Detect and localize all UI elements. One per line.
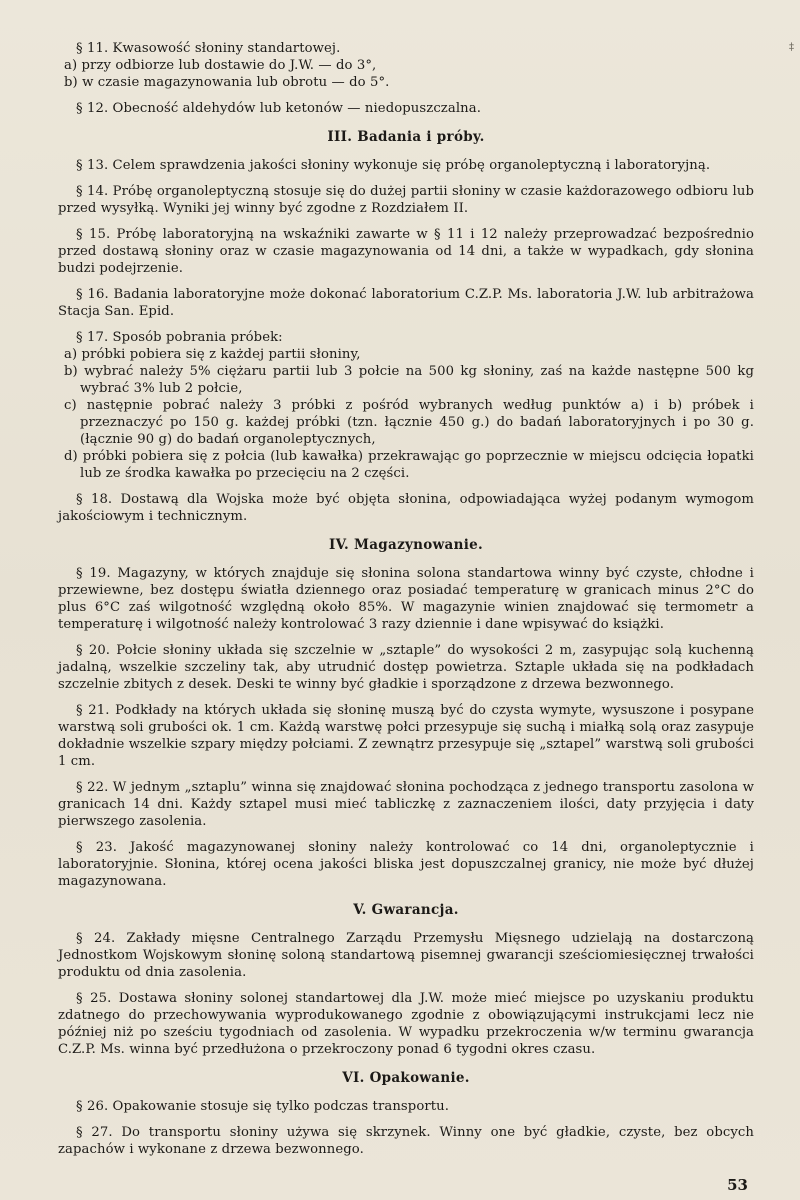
section-26	[58, 1098, 754, 1115]
section-17-items	[58, 346, 754, 482]
section-16-text: § 16. Badania laboratoryjne może dokonać laboratorium C.Z.P. Ms. laboratoria J.W. lub arbitrażowa Stacja San. Epid.	[58, 287, 754, 319]
section-17	[58, 329, 754, 482]
section-23-text: § 23. Jakość magazynowanej słoniny należy kontrolować co 14 dni, organoleptycznie i laboratoryjnie. Słonina, której ocena jakości bliska jest dopuszczalnej granicy, nie może być dłużej magazynowana.	[58, 840, 754, 889]
heading-chapter-6: VI. Opakowanie.	[342, 1070, 470, 1086]
section-19	[58, 565, 754, 633]
section-23	[58, 839, 754, 890]
margin-mark: ‡	[789, 42, 794, 53]
section-25	[58, 990, 754, 1058]
section-18-text: § 18. Dostawą dla Wojska może być objęta słonina, odpowiadająca wyżej podanym wymogom jakościowym i technicznym.	[58, 492, 754, 524]
section-13	[58, 157, 754, 174]
section-11-items	[58, 57, 754, 91]
section-21	[58, 702, 754, 770]
section-17-lead: § 17. Sposób pobrania próbek:	[76, 330, 283, 345]
section-12-text: § 12. Obecność aldehydów lub ketonów — niedopuszczalna.	[76, 101, 481, 116]
section-27	[58, 1124, 754, 1158]
section-14	[58, 183, 754, 217]
section-11-lead: § 11. Kwasowość słoniny standartowej.	[76, 41, 341, 56]
section-19-text: § 19. Magazyny, w których znajduje się słonina solona standartowa winny być czyste, chłodne i przewiewne, bez dostępu światła dziennego oraz posiadać temperaturę w granicach minus 2°C do plus 6°C zaś wilgotność względną około 85%. W magazynie winien znajdować się termometr a temperaturę i wilgotność należy kontrolować 3 razy dziennie i dane wpisywać do książki.	[58, 566, 754, 632]
section-11-item-b: b) w czasie magazynowania lub obrotu — do 5°.	[64, 75, 390, 90]
section-16	[58, 286, 754, 320]
page-number: 53	[727, 1176, 748, 1194]
section-27-text: § 27. Do transportu słoniny używa się skrzynek. Winny one być gładkie, czyste, bez obcych zapachów i wykonane z drzewa bezwonnego.	[58, 1125, 754, 1157]
heading-chapter-5: V. Gwarancja.	[353, 902, 459, 918]
section-13-text: § 13. Celem sprawdzenia jakości słoniny wykonuje się próbę organoleptyczną i laboratoryjną.	[76, 158, 711, 173]
section-25-text: § 25. Dostawa słoniny solonej standartowej dla J.W. może mieć miejsce po uzyskaniu produktu zdatnego do przechowywania wyprodukowanego zgodnie z obowiązującymi instrukcjami lecz nie później niż po sześciu tygodniach od zasolenia. W wypadku przekroczenia w/w terminu gwarancja C.Z.P. Ms. winna być przedłużona o przekroczony ponad 6 tygodni okres czasu.	[58, 991, 754, 1057]
section-15	[58, 226, 754, 277]
section-17-item-d: d) próbki pobiera się z połcia (lub kawałka) przekrawając go poprzecznie w miejscu odcięcia łopatki lub ze środka kawałka po przecięciu na 2 części.	[64, 449, 754, 481]
heading-chapter-3: III. Badania i próby.	[327, 129, 485, 145]
section-17-item-a: a) próbki pobiera się z każdej partii słoniny,	[64, 347, 361, 362]
section-24-text: § 24. Zakłady mięsne Centralnego Zarządu Przemysłu Mięsnego udzielają na dostarczoną Jednostkom Wojskowym słoninę soloną standartową pisemnej gwarancji sześciomiesięcznej trwałości produktu od dnia zasolenia.	[58, 931, 754, 980]
section-11-item-a: a) przy odbiorze lub dostawie do J.W. — do 3°,	[64, 58, 377, 73]
section-17-item-c: c) następnie pobrać należy 3 próbki z pośród wybranych według punktów a) i b) próbek i przeznaczyć po 150 g. każdej próbki (tzn. łącznie 450 g.) do badań laboratoryjnych i po 30 g. (łącznie 90 g) do badań organoleptycznych,	[64, 398, 754, 447]
section-22	[58, 779, 754, 830]
section-12	[58, 100, 754, 117]
section-17-item-b: b) wybrać należy 5% ciężaru partii lub 3 połcie na 500 kg słoniny, zaś na każde następne 500 kg wybrać 3% lub 2 połcie,	[64, 364, 754, 396]
section-26-text: § 26. Opakowanie stosuje się tylko podczas transportu.	[76, 1099, 450, 1114]
section-14-text: § 14. Próbę organoleptyczną stosuje się do dużej partii słoniny w czasie każdorazowego odbioru lub przed wysyłką. Wyniki jej winny być zgodne z Rozdziałem II.	[58, 184, 754, 216]
section-11	[58, 40, 754, 91]
heading-chapter-4: IV. Magazynowanie.	[328, 537, 484, 553]
section-20-text: § 20. Połcie słoniny układa się szczelnie w „sztaple” do wysokości 2 m, zasypując solą kuchenną jadalną, wszelkie szczeliny tak, aby utrudnić dostęp powietrza. Sztaple układa się na podkładach szczelnie zbitych z desek. Deski te winny być gładkie i sporządzone z drzewa bezwonnego.	[58, 643, 754, 692]
section-18	[58, 491, 754, 525]
section-15-text: § 15. Próbę laboratoryjną na wskaźniki zawarte w § 11 i 12 należy przeprowadzać bezpośrednio przed dostawą słoniny oraz w czasie magazynowania od 14 dni, a także w wypadkach, gdy słonina budzi podejrzenie.	[58, 227, 754, 276]
section-24	[58, 930, 754, 981]
section-21-text: § 21. Podkłady na których układa się słoninę muszą być do czysta wymyte, wysuszone i posypane warstwą soli grubości ok. 1 cm. Każdą warstwę połci przesypuje się suchą i miałką solą oraz zasypuje dokładnie wszelkie szpary między połciami. Z zewnątrz przesypuje się „sztapel” warstwą soli grubości 1 cm.	[58, 703, 754, 769]
section-20	[58, 642, 754, 693]
section-22-text: § 22. W jednym „sztaplu” winna się znajdować słonina pochodząca z jednego transportu zasolona w granicach 14 dni. Każdy sztapel musi mieć tabliczkę z zaznaczeniem ilości, daty przyjęcia i daty pierwszego zasolenia.	[58, 780, 754, 829]
